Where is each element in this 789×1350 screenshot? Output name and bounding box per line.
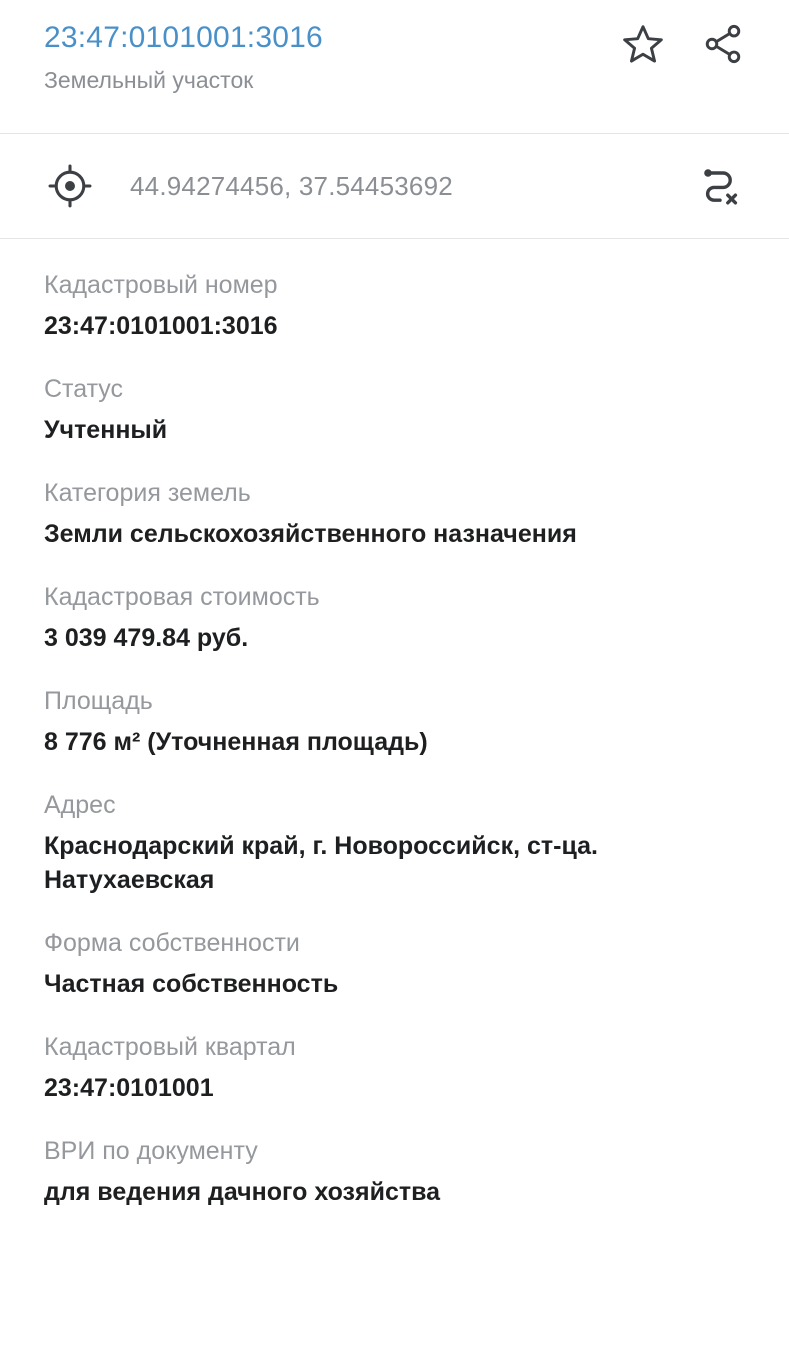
page-title: 23:47:0101001:3016 bbox=[44, 21, 323, 54]
crosshair-icon bbox=[44, 160, 96, 212]
field-label: Адрес bbox=[44, 791, 116, 819]
field-address bbox=[44, 785, 745, 897]
field-value: для ведения дачного хозяйства bbox=[44, 1178, 441, 1206]
star-icon bbox=[621, 22, 665, 71]
header-text-block bbox=[44, 14, 621, 98]
field-status bbox=[44, 369, 745, 447]
field-label: ВРИ по документу bbox=[44, 1137, 258, 1165]
field-area bbox=[44, 681, 745, 759]
field-label: Кадастровая стоимость bbox=[44, 583, 320, 611]
page-subtitle: Земельный участок bbox=[44, 67, 254, 93]
field-label: Категория земель bbox=[44, 479, 251, 507]
field-cadastral-value bbox=[44, 577, 745, 655]
field-value: Краснодарский край, г. Новороссийск, ст-ца. Натухаевская bbox=[44, 832, 598, 894]
field-value: Земли сельскохозяйственного назначения bbox=[44, 520, 577, 548]
field-value: Частная собственность bbox=[44, 970, 339, 998]
route-cancel-button[interactable] bbox=[691, 158, 747, 214]
favorite-button[interactable] bbox=[621, 24, 665, 68]
field-value: 23:47:0101001:3016 bbox=[44, 312, 278, 340]
details-list bbox=[0, 239, 789, 1209]
field-label: Кадастровый квартал bbox=[44, 1033, 296, 1061]
field-value: Учтенный bbox=[44, 416, 168, 444]
field-cadastral-number bbox=[44, 265, 745, 343]
coordinates-value: 44.94274456, 37.54453692 bbox=[130, 170, 453, 201]
field-value: 23:47:0101001 bbox=[44, 1074, 214, 1102]
field-ownership-form bbox=[44, 923, 745, 1001]
field-label: Статус bbox=[44, 375, 124, 403]
field-land-category bbox=[44, 473, 745, 551]
field-value: 3 039 479.84 руб. bbox=[44, 624, 249, 652]
field-permitted-use bbox=[44, 1131, 745, 1209]
field-cadastral-quarter bbox=[44, 1027, 745, 1105]
field-value: 8 776 м² (Уточненная площадь) bbox=[44, 728, 428, 756]
header bbox=[0, 0, 789, 133]
share-button[interactable] bbox=[701, 24, 745, 68]
field-label: Площадь bbox=[44, 687, 153, 715]
field-label: Кадастровый номер bbox=[44, 271, 278, 299]
route-cancel-icon bbox=[693, 158, 745, 215]
coordinates-row[interactable] bbox=[0, 134, 789, 238]
field-label: Форма собственности bbox=[44, 929, 300, 957]
share-icon bbox=[701, 22, 745, 71]
header-actions bbox=[621, 14, 765, 68]
